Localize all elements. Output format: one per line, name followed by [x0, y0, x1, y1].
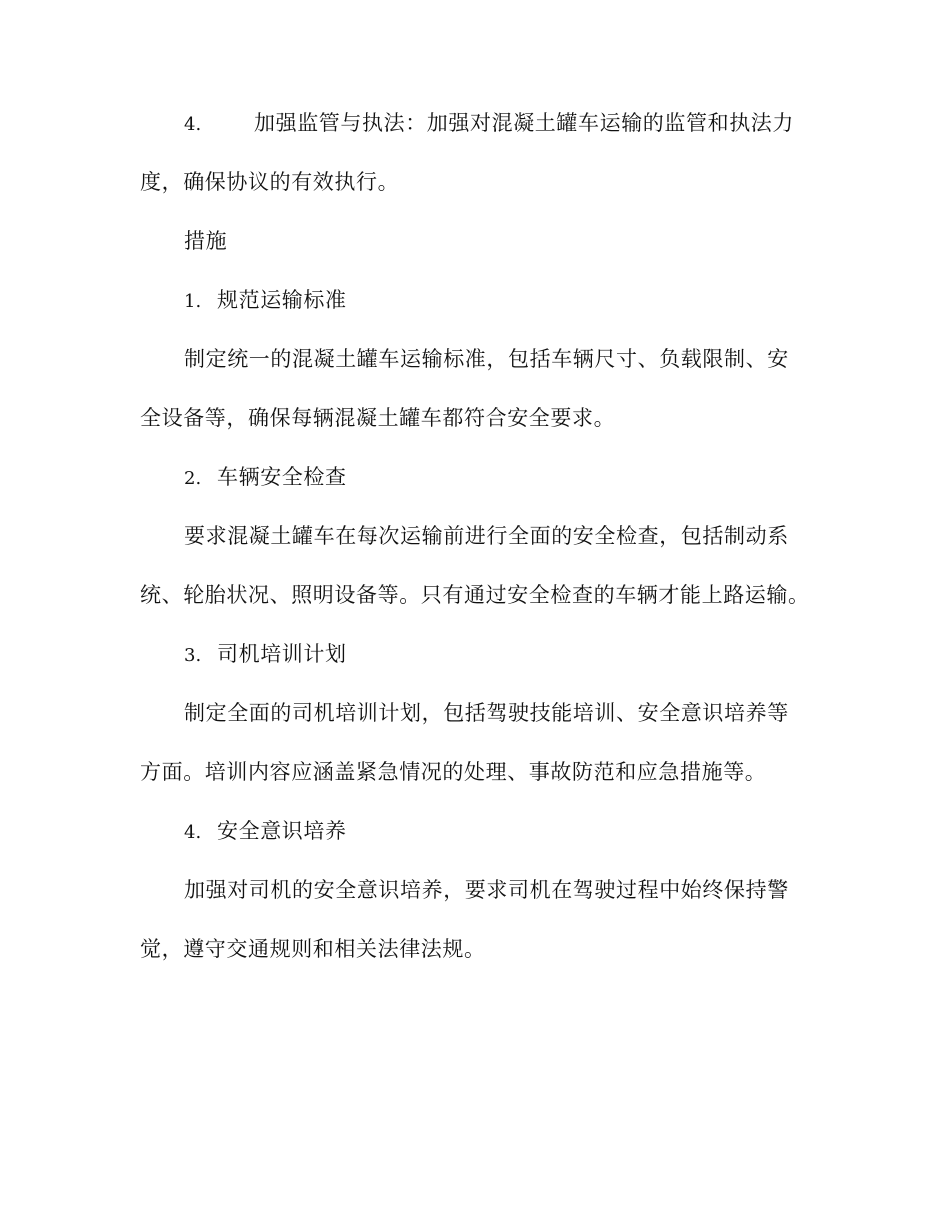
item-2-body-line-2: 统、轮胎状况、照明设备等。只有通过安全检查的车辆才能上路运输。 — [140, 583, 810, 607]
item-4-heading — [140, 802, 840, 861]
item-3-heading — [140, 625, 840, 684]
item-1-body-line-2: 全设备等，确保每辆混凝土罐车都符合安全要求。 — [140, 406, 616, 430]
item-1-number: 1. — [184, 291, 202, 312]
intro-item-line-1 — [140, 94, 840, 153]
item-3-body-line-1: 制定全面的司机培训计划，包括驾驶技能培训、安全意识培养等 — [184, 701, 789, 725]
item-2-title: 车辆安全检查 — [217, 465, 347, 489]
item-4-body-line-1: 加强对司机的安全意识培养，要求司机在驾驶过程中始终保持警 — [184, 878, 789, 902]
intro-item-text: 加强监管与执法：加强对混凝土罐车运输的监管和执法力 — [254, 111, 794, 135]
item-4-number: 4. — [184, 822, 202, 843]
intro-item-number: 4. — [184, 114, 202, 135]
item-1-heading — [140, 271, 840, 330]
section-heading: 措施 — [184, 229, 228, 253]
intro-item-line-2: 度，确保协议的有效执行。 — [140, 170, 400, 194]
item-1-body-line-1: 制定统一的混凝土罐车运输标准，包括车辆尺寸、负载限制、安 — [184, 347, 789, 371]
item-2-heading — [140, 448, 840, 507]
item-2-body-line-1: 要求混凝土罐车在每次运输前进行全面的安全检查，包括制动系 — [184, 524, 789, 548]
item-3-body-line-2: 方面。培训内容应涵盖紧急情况的处理、事故防范和应急措施等。 — [140, 760, 767, 784]
item-1-title: 规范运输标准 — [217, 288, 347, 312]
item-3-title: 司机培训计划 — [217, 642, 347, 666]
item-4-title: 安全意识培养 — [217, 819, 347, 843]
item-2-number: 2. — [184, 468, 202, 489]
item-3-number: 3. — [184, 645, 202, 666]
document-body — [140, 94, 840, 979]
item-4-body-line-2: 觉，遵守交通规则和相关法律法规。 — [140, 937, 486, 961]
